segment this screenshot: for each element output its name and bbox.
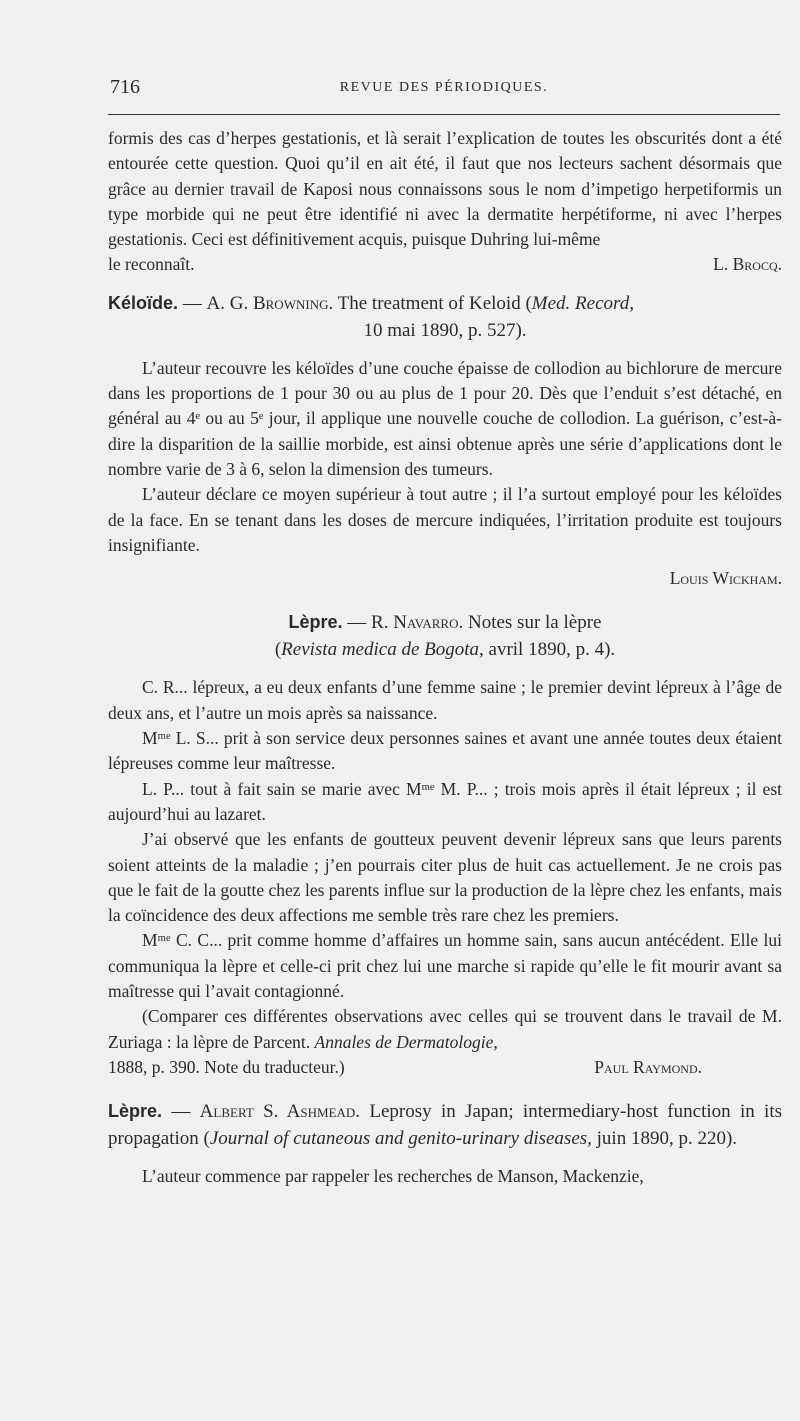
translator-note: (Comparer ces différentes observations avec celles qui se trouvent dans le travail de M. Zuriaga : la lèpre de Parcent. Annales de Dermatologie,: [108, 1006, 782, 1052]
paragraph: Mᵐᵉ C. C... prit comme homme d’affaires un homme sain, sans aucun antécédent. Elle lui communiqua la lèpre et celle-ci prit chez lui une marche si rapide qu’elle le fit mourir avant sa maîtresse qui l’avait contagionné.: [108, 930, 782, 1002]
article-body: [108, 126, 782, 1190]
journal-name: Revista medica de Bogota,: [281, 639, 484, 661]
note-last-line: 1888, p. 390. Note du traducteur.): [108, 1056, 345, 1077]
running-title: REVUE DES PÉRIODIQUES.: [339, 80, 549, 95]
paragraph: J’ai observé que les enfants de goutteux peuvent devenir lépreux sans que leurs parents soient atteints de la maladie ; j’en pourrais citer plus de huit cas actuellement. Je ne crois pas que le fait de la goutte chez les parents influe sur la production de la lèpre chez les enfants, mais la coïncidence des deux affections me semble très rare chez les premiers.: [108, 829, 782, 926]
signature-wickham: Louis Wickham.: [669, 568, 782, 589]
journal-name: Journal of cutaneous and genito-urinary diseases,: [209, 1128, 592, 1150]
paragraph: L. P... tout à fait sain se marie avec Mᵐᵉ M. P... ; trois mois après il était lépreux ; il est aujourd’hui au lazaret.: [108, 778, 782, 824]
author-ashmead: Albert S. Ashmead.: [199, 1101, 361, 1123]
signature-raymond: Paul Raymond.: [594, 1056, 702, 1077]
paragraph: L’auteur recouvre les kéloïdes d’une couche épaisse de collodion au bichlorure de mercure dans les proportions de 1 pour 30 ou au plus de 1 pour 20. Dès que l’enduit s’est détaché, en général au 4ᵉ ou au 5ᵉ jour, il applique une nouvelle couche de collodion. La guérison, c’est-à-dire la disparition de la saillie morbide, est ainsi obtenue après une série d’applications dont le nombre varie de 3 à 6, selon la dimension des tumeurs.: [108, 357, 782, 479]
page-header: [108, 76, 780, 102]
note-closing-line: [108, 1055, 782, 1080]
journal-name: Med. Record,: [531, 292, 634, 314]
signature-brocq: L. Brocq.: [713, 254, 782, 275]
section-heading-keloid: Kéloïde. — A. G. Browning. The treatment of Keloid (Med. Record, 10 mai 1890, p. 527).: [108, 290, 782, 344]
page-number: 716: [110, 76, 140, 98]
paragraph: L’auteur déclare ce moyen supérieur à tout autre ; il l’a surtout employé pour les kéloïdes de la face. En se tenant dans les doses de mercure indiquées, l’irritation produite est toujours insignifiante.: [108, 484, 782, 555]
section-title-keloid: Kéloïde.: [108, 292, 179, 313]
continued-last-line: le reconnaît.: [108, 254, 195, 275]
paragraph: C. R... lépreux, a eu deux enfants d’une femme saine ; le premier devint lépreux à l’âge de deux ans, et l’autre un mois après sa naissance.: [108, 677, 782, 723]
author-navarro: R. Navarro.: [371, 612, 464, 634]
continued-paragraph: formis des cas d’herpes gestationis, et là serait l’explication de toutes les obscurités dont a été entourée cette question. Quoi qu’il en ait été, il faut que nos lecteurs sachent désormais que grâce au dernier travail de Kaposi nous connaissons sous le nom d’impetigo herpetiformis un type morbide qui ne peut être identifié ni avec la dermatite herpétiforme, ni avec l’herpes gestationis. Ceci est définitivement acquis, puisque Duhring lui-même: [108, 128, 782, 250]
section-title-lepre: Lèpre.: [108, 1101, 163, 1122]
paragraph: L’auteur commence par rappeler les recherches de Manson, Mackenzie,: [142, 1166, 644, 1187]
journal-name: Annales de Dermatologie,: [314, 1031, 498, 1052]
header-rule: [108, 114, 780, 115]
section-heading-lepre-navarro: Lèpre. — R. Navarro. Notes sur la lèpre (Revista medica de Bogota, avril 1890, p. 4).: [274, 612, 616, 661]
citation-line: 10 mai 1890, p. 527).: [363, 319, 527, 341]
author-browning: A. G. Browning.: [206, 292, 334, 314]
section-title-lepre: Lèpre.: [288, 612, 343, 633]
paragraph: Mᵐᵉ L. S... prit à son service deux personnes saines et avant une année toutes deux étaient lépreuses comme leur maîtresse.: [108, 728, 782, 774]
section-heading-lepre-ashmead: Lèpre. — Albert S. Ashmead. Leprosy in Japan; intermediary-host function in its propagation (Journal of cutaneous and genito-urinary diseases, juin 1890, p. 220).: [108, 1101, 782, 1150]
continued-closing-line: [108, 252, 782, 277]
